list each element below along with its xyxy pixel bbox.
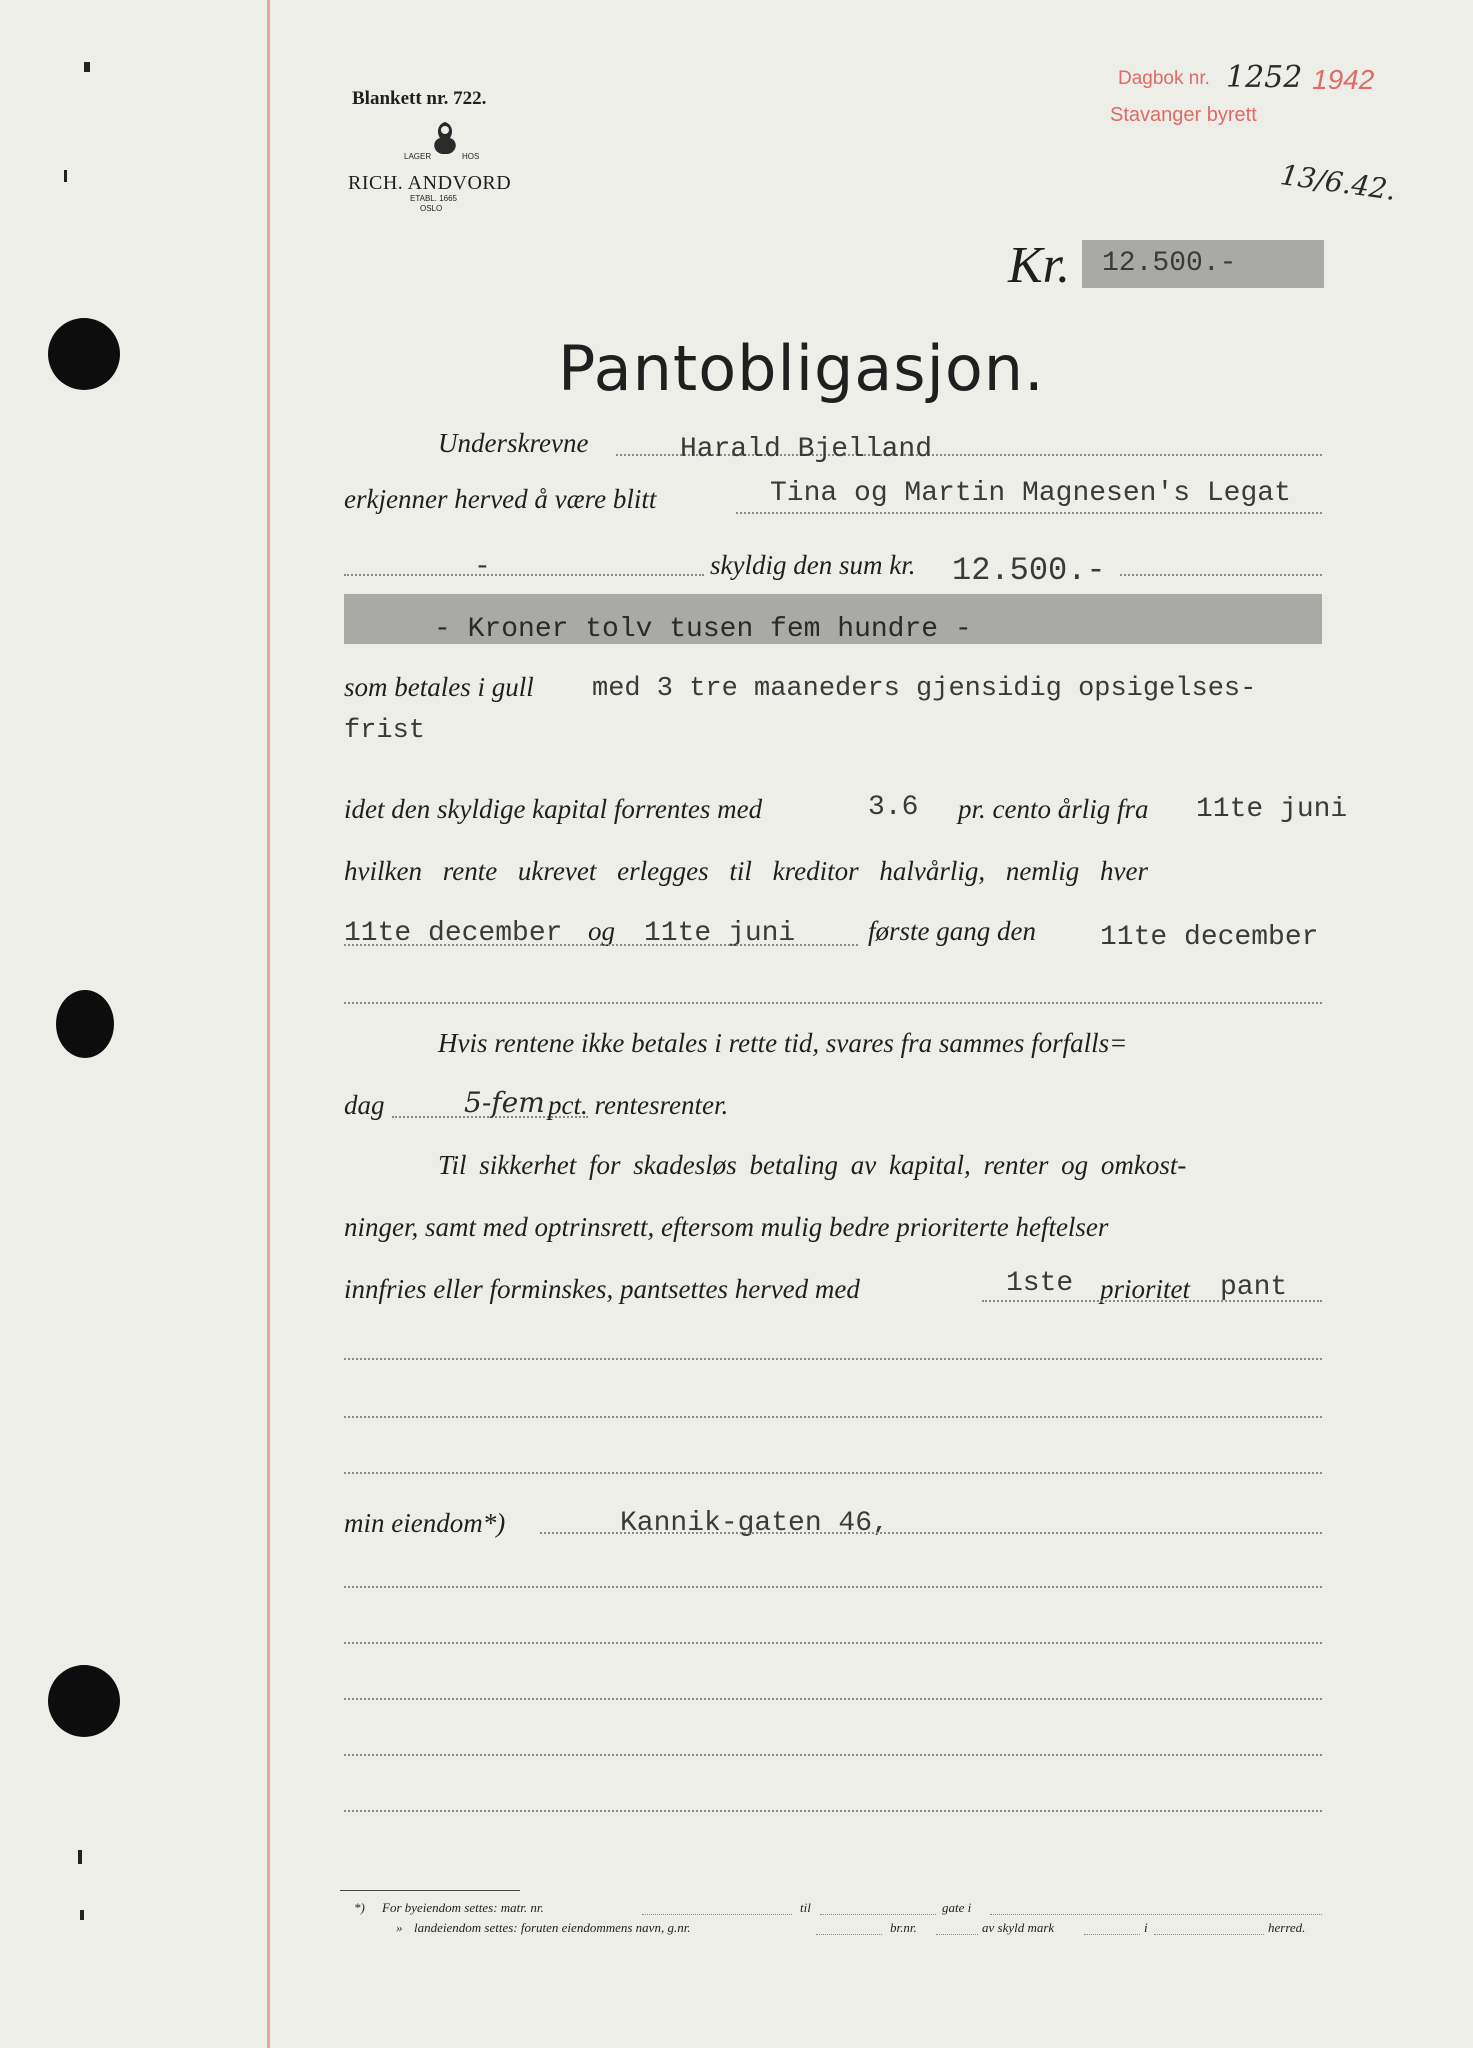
footnote-line2-mark: » xyxy=(396,1920,403,1935)
footnote-line2-dots-b xyxy=(936,1934,978,1935)
stamp-year: 1942 xyxy=(1312,64,1375,95)
blank-line-9 xyxy=(344,1810,1322,1812)
blank-line-3 xyxy=(344,1416,1322,1418)
late-text-2: pct. rentesrenter. xyxy=(548,1090,729,1120)
dagbok-number: 1252 xyxy=(1226,60,1303,95)
interest-rate: 3.6 xyxy=(868,792,919,823)
late-dag-label: dag xyxy=(344,1090,385,1120)
footnote-line2-c: av skyld mark xyxy=(982,1920,1055,1935)
publisher-established: ETABL. 1665 xyxy=(410,194,457,203)
binder-hole-bottom xyxy=(48,1665,120,1737)
amount-prefix: Kr. xyxy=(1008,237,1071,294)
rent-date-1: 11te december xyxy=(344,918,563,949)
payment-value-line1: med 3 tre maaneders gjensidig opsigelses- xyxy=(592,674,1257,704)
sum-line xyxy=(1120,574,1322,576)
dagbok-label: Dagbok nr. xyxy=(1118,68,1210,89)
footnote-line1-dots-a xyxy=(642,1914,792,1915)
rent-date-2: 11te juni xyxy=(644,918,796,949)
first-time-label: første gang den xyxy=(868,916,1036,946)
security-text-2: ninger, samt med optrinsrett, eftersom mulig bedre prioriterte heftelser xyxy=(344,1212,1109,1242)
interest-label-2: pr. cento årlig fra xyxy=(958,794,1149,824)
footnote-line2-e: herred. xyxy=(1268,1920,1306,1935)
property-value: Kannik-gaten 46, xyxy=(620,1508,889,1539)
blank-line-5 xyxy=(344,1586,1322,1588)
priority-value: 1ste xyxy=(1006,1268,1074,1299)
interest-from-value: 11te juni xyxy=(1196,794,1348,825)
late-value: 5-fem xyxy=(464,1086,545,1119)
creditor-line xyxy=(736,512,1322,514)
publisher-city: OSLO xyxy=(420,204,443,213)
footnote-line1-c: gate i xyxy=(942,1900,972,1915)
logo-label-right: HOS xyxy=(462,152,480,161)
pant-value: pant xyxy=(1220,1272,1288,1303)
binder-hole-middle xyxy=(56,990,114,1058)
creditor-label: erkjenner herved å være blitt xyxy=(344,484,657,514)
payment-label: som betales i gull xyxy=(344,672,534,702)
blank-line-7 xyxy=(344,1698,1322,1700)
scan-speck xyxy=(78,1850,82,1864)
footnote-line1-dots-c xyxy=(990,1914,1322,1915)
rent-line-text: hvilken rente ukrevet erlegges til kreditor halvårlig, nemlig hver xyxy=(344,856,1149,886)
logo-label-left: LAGER xyxy=(404,152,432,161)
priority-label: prioritet xyxy=(1100,1274,1191,1304)
footnote-line1-b: til xyxy=(800,1900,811,1915)
creditor-value: Tina og Martin Magnesen's Legat xyxy=(770,478,1291,509)
security-text-3: innfries eller forminskes, pantsettes herved med xyxy=(344,1274,860,1304)
sum-value: 12.500.- xyxy=(952,552,1106,589)
document-title: Pantobligasjon. xyxy=(558,332,1045,405)
sum-label: skyldig den sum kr. xyxy=(710,550,916,580)
rent-og: og xyxy=(588,916,615,946)
footnote-line2-dots-d xyxy=(1154,1934,1264,1935)
interest-label-1: idet den skyldige kapital forrentes med xyxy=(344,794,763,824)
footnote-line1-a: For byeiendom settes: matr. nr. xyxy=(382,1900,544,1915)
dash-value: - xyxy=(474,552,491,583)
footnote-line2-dots-c xyxy=(1084,1934,1140,1935)
property-label: min eiendom*) xyxy=(344,1508,506,1538)
security-line xyxy=(982,1300,1322,1302)
blank-line-6 xyxy=(344,1642,1322,1644)
footnote-line2-b: br.nr. xyxy=(890,1920,917,1935)
binder-hole-top xyxy=(48,318,120,390)
security-text-1: Til sikkerhet for skadesløs betaling av kapital, renter og omkost- xyxy=(438,1150,1187,1180)
payment-value-line2: frist xyxy=(344,716,426,746)
dash-line xyxy=(344,574,704,576)
footnote-line2-d: i xyxy=(1144,1920,1148,1935)
footnote-star: *) xyxy=(354,1900,365,1915)
footnote-rule xyxy=(340,1890,520,1891)
blank-line-2 xyxy=(344,1358,1322,1360)
rent-dates-line xyxy=(344,944,858,946)
amount-value: 12.500.- xyxy=(1102,248,1237,279)
blank-line-4 xyxy=(344,1472,1322,1474)
late-text-1: Hvis rentene ikke betales i rette tid, svares fra sammes forfalls= xyxy=(438,1028,1128,1058)
undersigned-label: Underskrevne xyxy=(438,428,589,458)
undersigned-value: Harald Bjelland xyxy=(680,434,933,465)
blank-line-1 xyxy=(344,1002,1322,1004)
margin-rule xyxy=(267,0,270,2048)
court-name: Stavanger byrett xyxy=(1110,104,1257,126)
footnote-line2-dots-a xyxy=(816,1934,882,1935)
property-line xyxy=(540,1532,1322,1534)
footnote-line2-a: landeiendom settes: foruten eiendommens navn, g.nr. xyxy=(414,1920,691,1935)
amount-words-value: - Kroner tolv tusen fem hundre - xyxy=(434,614,972,645)
first-time-value: 11te december xyxy=(1100,922,1319,953)
scan-speck xyxy=(84,62,90,72)
footnote-line1-dots-b xyxy=(820,1914,936,1915)
form-number: Blankett nr. 722. xyxy=(352,88,487,109)
blank-line-8 xyxy=(344,1754,1322,1756)
scan-speck xyxy=(64,170,67,182)
stamp-date: 13/6.42. xyxy=(1278,158,1399,207)
publisher-name: RICH. ANDVORD xyxy=(348,172,512,194)
scan-speck xyxy=(80,1910,84,1920)
